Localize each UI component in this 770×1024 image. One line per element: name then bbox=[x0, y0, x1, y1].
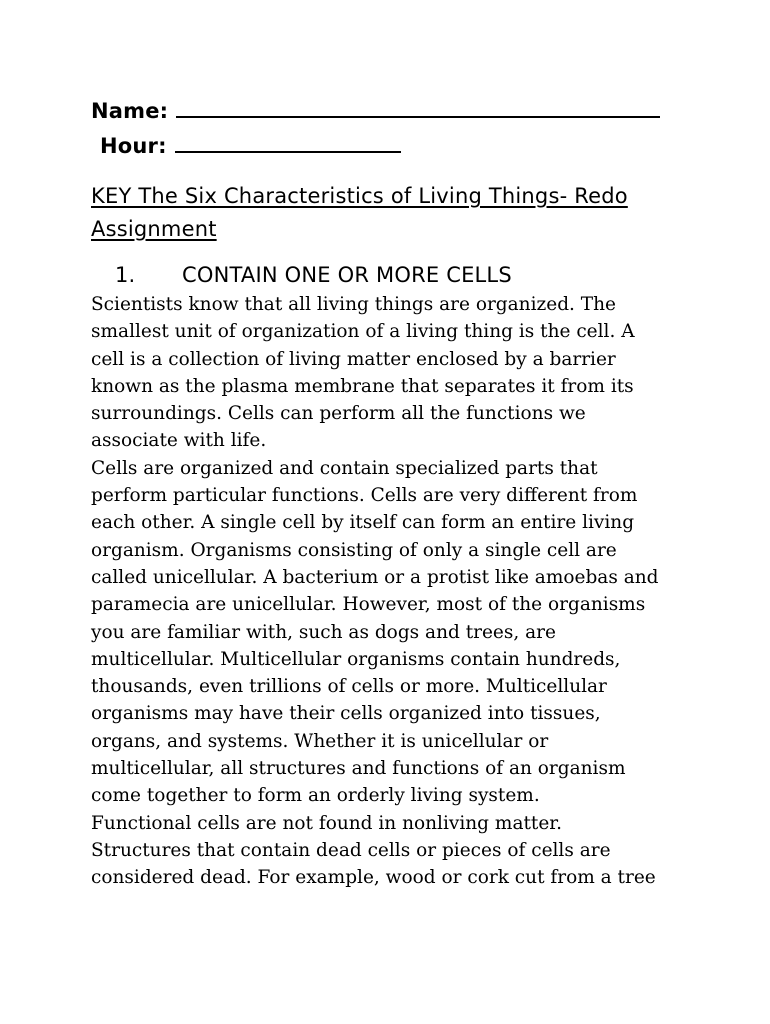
body-line: Functional cells are not found in nonliving matter. bbox=[91, 812, 562, 834]
body-line: come together to form an orderly living system. bbox=[91, 785, 540, 807]
name-label: Name: bbox=[91, 99, 169, 123]
hour-label: Hour: bbox=[100, 134, 167, 158]
body-line: associate with life. bbox=[91, 430, 267, 452]
hour-field bbox=[100, 131, 401, 158]
body-line: known as the plasma membrane that separates it from its bbox=[91, 375, 634, 397]
body-line: organs, and systems. Whether it is unicellular or bbox=[91, 730, 549, 752]
body-line: thousands, even trillions of cells or more. Multicellular bbox=[91, 676, 607, 698]
body-line: you are familiar with, such as dogs and trees, are bbox=[91, 621, 556, 643]
body-line: each other. A single cell by itself can form an entire living bbox=[91, 512, 635, 534]
body-line: organism. Organisms consisting of only a single cell are bbox=[91, 539, 617, 561]
body-line: Scientists know that all living things are organized. The bbox=[91, 294, 617, 315]
name-field bbox=[91, 96, 660, 123]
body-line: Structures that contain dead cells or pieces of cells are bbox=[91, 839, 611, 861]
title-line-2: Assignment bbox=[91, 217, 217, 241]
body-line: organisms may have their cells organized into tissues, bbox=[91, 703, 601, 725]
body-line: smallest unit of organization of a living thing is the cell. A bbox=[91, 321, 635, 343]
title-line-1: KEY The Six Characteristics of Living Things- Redo bbox=[91, 184, 628, 208]
section-number: 1. bbox=[115, 263, 136, 287]
body-line: called unicellular. A bacterium or a protist like amoebas and bbox=[91, 566, 659, 588]
name-blank-line[interactable] bbox=[176, 96, 660, 118]
body-line: surroundings. Cells can perform all the functions we bbox=[91, 403, 586, 425]
body-line: cell is a collection of living matter enclosed by a barrier bbox=[91, 348, 616, 370]
section-heading bbox=[115, 263, 512, 287]
section-heading-text: CONTAIN ONE OR MORE CELLS bbox=[182, 263, 512, 287]
body-line: multicellular, all structures and functions of an organism bbox=[91, 758, 626, 780]
body-text bbox=[91, 291, 691, 892]
hour-blank-line[interactable] bbox=[175, 131, 401, 153]
body-line: Cells are organized and contain specialized parts that bbox=[91, 457, 598, 479]
document-title bbox=[91, 180, 691, 246]
body-line: paramecia are unicellular. However, most of the organisms bbox=[91, 594, 646, 616]
body-line: perform particular functions. Cells are very different from bbox=[91, 485, 638, 507]
body-line: multicellular. Multicellular organisms contain hundreds, bbox=[91, 648, 621, 670]
body-line: considered dead. For example, wood or cork cut from a tree bbox=[91, 867, 656, 889]
